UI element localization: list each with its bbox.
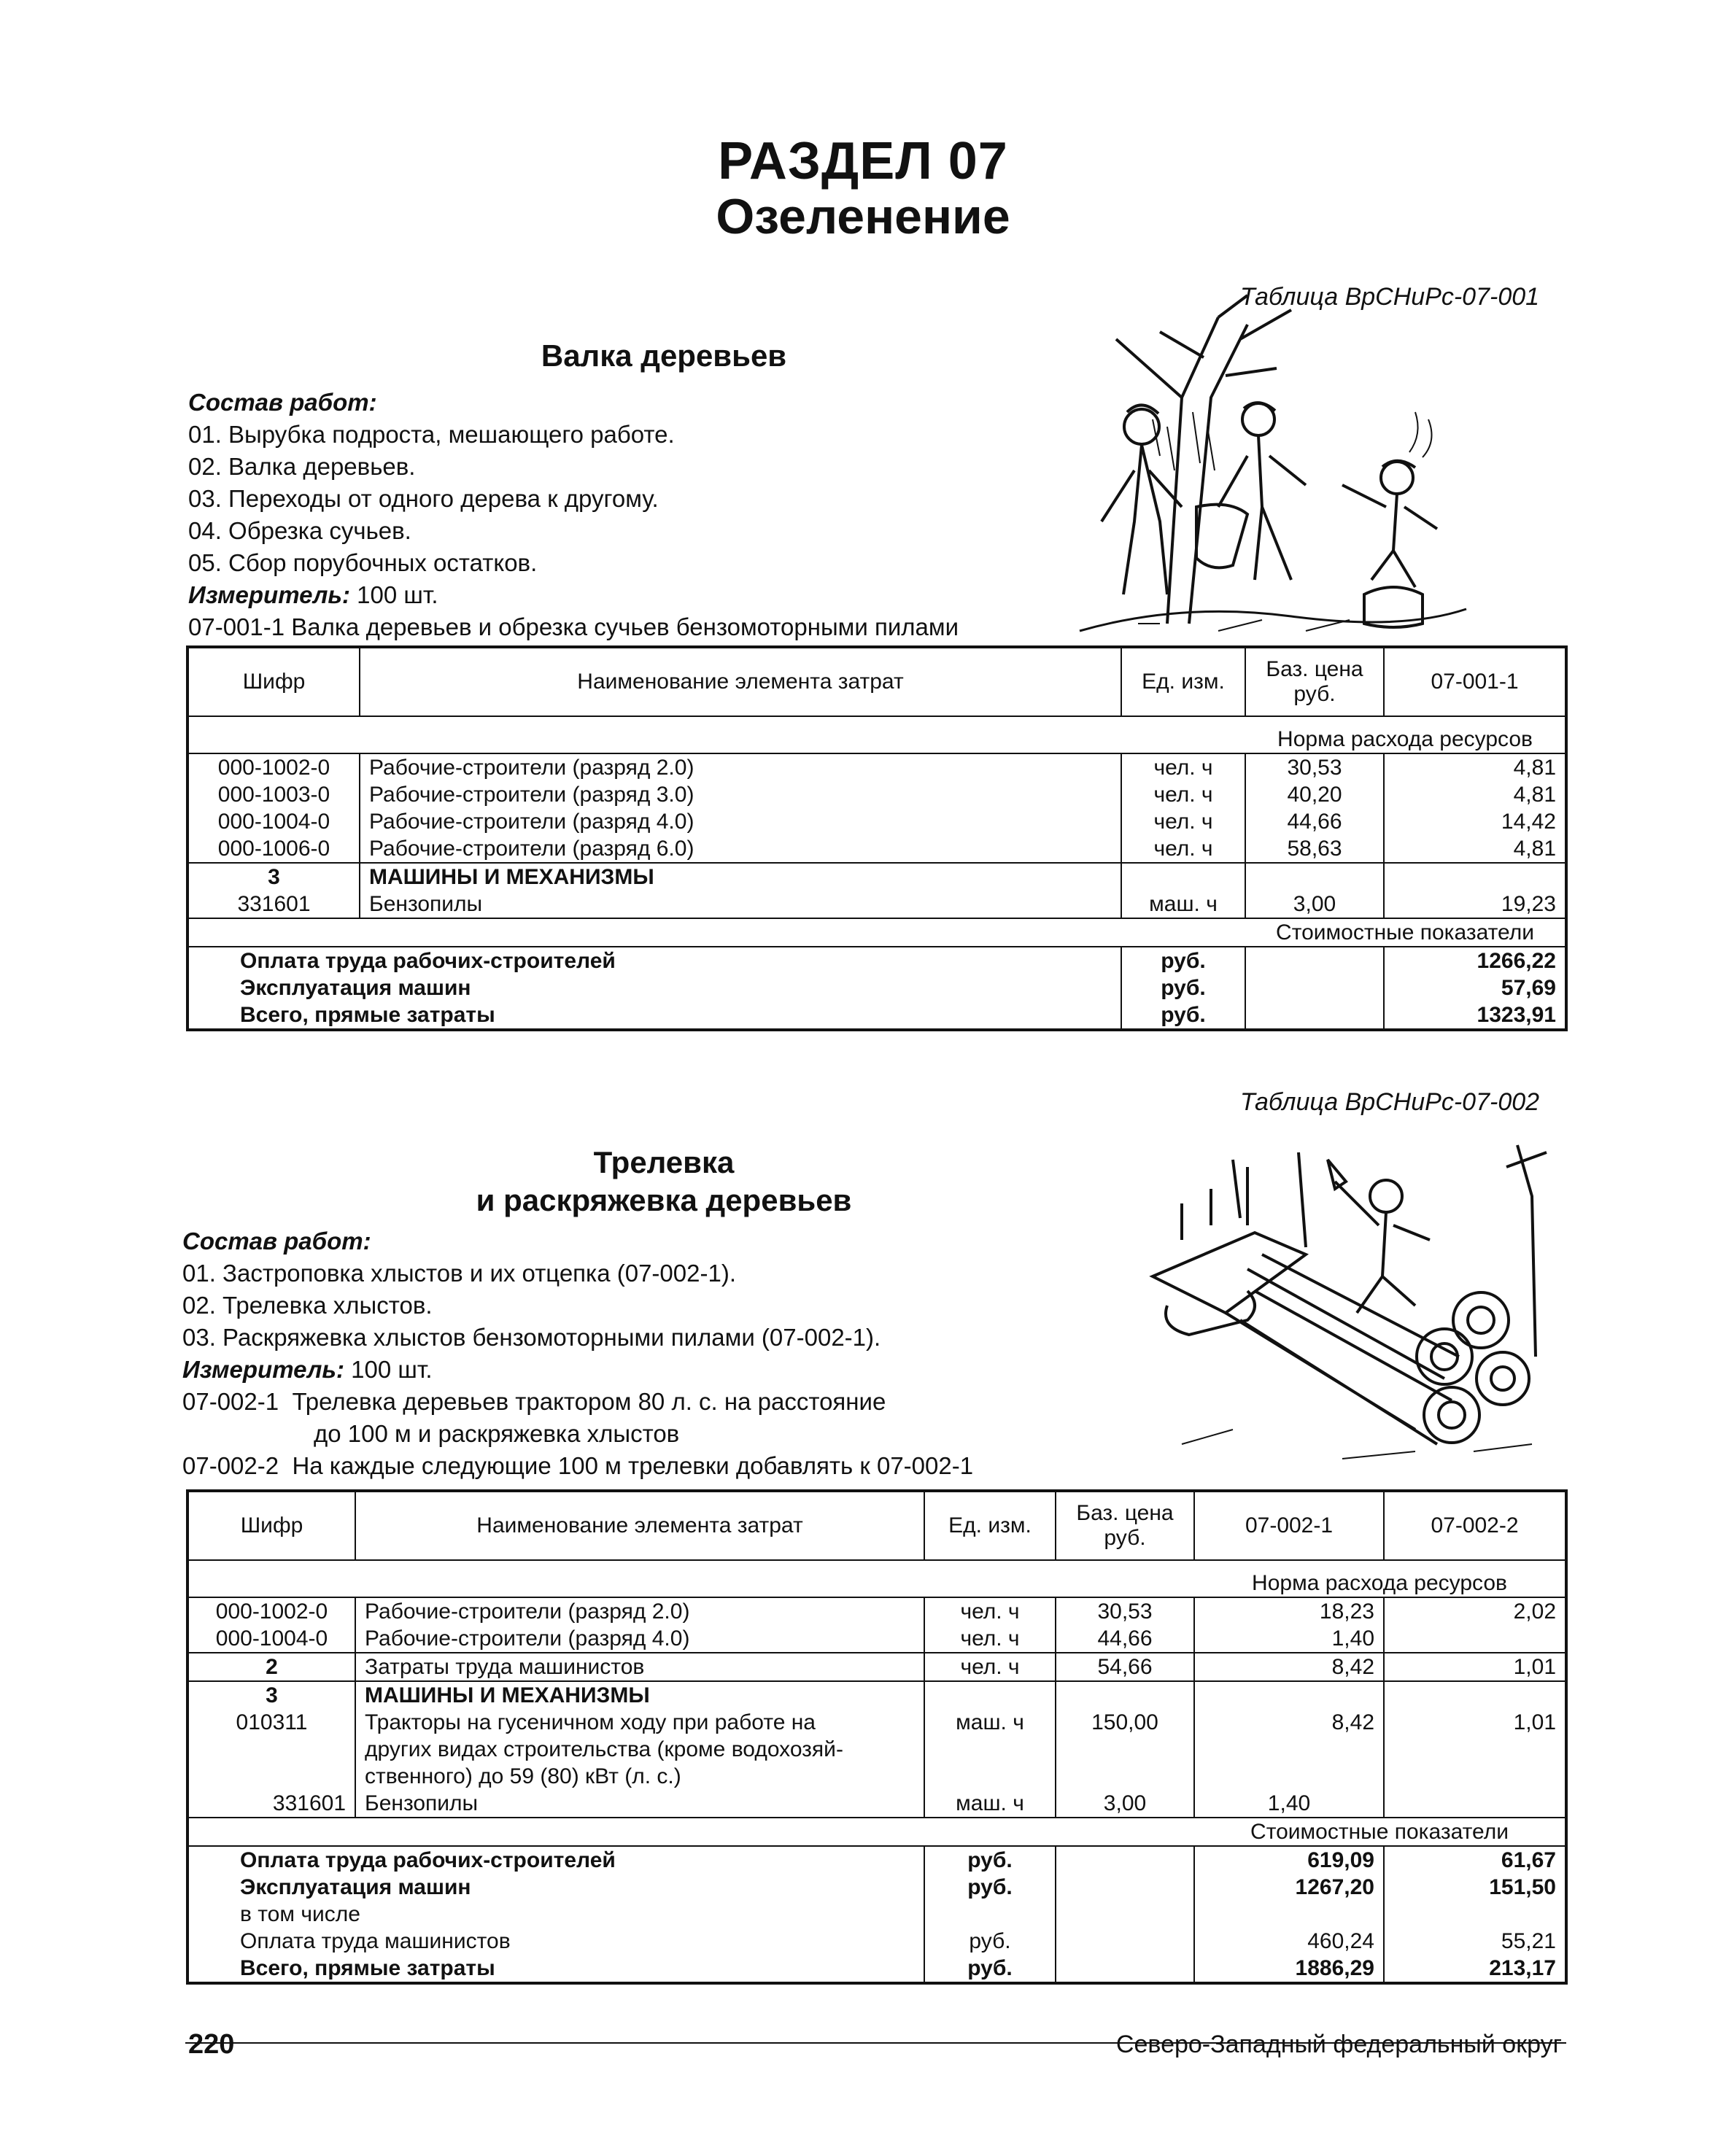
col-name-header: Наименование элемента затрат [355, 1491, 924, 1560]
col-price-header: Баз. цена руб. [1056, 1491, 1194, 1560]
cost-row: Всего, прямые затраты руб. 1323,91 [187, 1001, 1566, 1030]
work-item: 04. Обрезка сучьев. [188, 517, 411, 544]
table-row: 000-1004-0 Рабочие-строители (разряд 4.0) чел. ч 44,66 1,40 [187, 1625, 1566, 1653]
table-row: 331601 Бензопилы маш. ч 3,00 19,23 [187, 891, 1566, 918]
meter-value: 100 шт. [351, 1356, 433, 1383]
meter-label: Измеритель: [182, 1356, 344, 1383]
item-line: 07-002-1 Трелевка деревьев трактором 80 л. с. на расстояние [182, 1388, 886, 1415]
resource-table-1 [186, 645, 1568, 1031]
col-name-header: Наименование элемента затрат [360, 647, 1121, 716]
machines-group-row: 3 МАШИНЫ И МЕХАНИЗМЫ [187, 863, 1566, 891]
table-row: 010311 Тракторы на гусеничном ходу при работе на других видах строительства (кроме водохозяй- ственного) до 59 (80) кВт (л. с.) маш. ч 150,00 8,42 1,01 [187, 1709, 1566, 1790]
col-07-002-1-header: 07-002-1 [1194, 1491, 1384, 1560]
cost-row: Оплата труда машинистов руб. 460,24 55,21 [187, 1928, 1566, 1955]
table-row: 331601 Бензопилы маш. ч 3,00 1,40 [187, 1790, 1566, 1818]
works-label: Состав работ: [188, 389, 377, 416]
item-line: 07-001-1 Валка деревьев и обрезка сучьев бензомоторными пилами [188, 613, 959, 640]
tractor-illustration [1138, 1138, 1576, 1473]
work-item: 01. Вырубка подроста, мешающего работе. [188, 421, 675, 448]
work-item: 05. Сбор порубочных остатков. [188, 549, 538, 576]
table1-works [188, 387, 1282, 643]
col-unit-header: Ед. изм. [924, 1491, 1056, 1560]
section-heading: РАЗДЕЛ 07 [718, 132, 1008, 190]
table-ref-2: Таблица ВрСНиРс-07-002 [1240, 1088, 1540, 1116]
table-row: 000-1004-0 Рабочие-строители (разряд 4.0) чел. ч 44,66 14,42 [187, 808, 1566, 835]
cost-row: Эксплуатация машин руб. 57,69 [187, 974, 1566, 1001]
table-row: 000-1006-0 Рабочие-строители (разряд 6.0) чел. ч 58,63 4,81 [187, 835, 1566, 863]
table1-title: Валка деревьев [541, 338, 787, 373]
footer-region: Северо-Западный федеральный округ [1115, 2031, 1562, 2058]
cost-caption: Стоимостные показатели [1276, 920, 1534, 945]
col-price-header: Баз. цена руб. [1245, 647, 1384, 716]
cost-row: в том числе [187, 1901, 1566, 1928]
section-title: Озеленение [716, 189, 1010, 244]
meter-line [182, 1354, 1204, 1386]
resource-table-2 [186, 1489, 1568, 1985]
work-item: 02. Валка деревьев. [188, 453, 416, 480]
page-number: 220 [188, 2029, 235, 2060]
col-07-002-2-header: 07-002-2 [1384, 1491, 1566, 1560]
table2-title-line2: и раскряжевка деревьев [476, 1183, 852, 1217]
cost-row: Эксплуатация машин руб. 1267,20 151,50 [187, 1874, 1566, 1901]
work-item: 03. Раскряжевка хлыстов бензомоторными пилами (07-002-1). [182, 1324, 881, 1351]
table-row: 000-1002-0 Рабочие-строители (разряд 2.0) чел. ч 30,53 18,23 2,02 [187, 1597, 1566, 1625]
machines-group-row: 3 МАШИНЫ И МЕХАНИЗМЫ [187, 1681, 1566, 1709]
meter-label: Измеритель: [188, 581, 350, 608]
work-item: 02. Трелевка хлыстов. [182, 1292, 433, 1319]
work-item: 03. Переходы от одного дерева к другому. [188, 485, 659, 512]
col-07-001-1-header: 07-001-1 [1384, 647, 1566, 716]
norm-caption-row [187, 726, 1566, 753]
meter-value: 100 шт. [357, 581, 438, 608]
col-unit-header: Ед. изм. [1121, 647, 1245, 716]
cost-caption-row [187, 1818, 1566, 1846]
works-label: Состав работ: [182, 1228, 371, 1255]
table2-works [182, 1225, 1204, 1482]
work-item: 01. Застроповка хлыстов и их отцепка (07-002-1). [182, 1260, 736, 1287]
table-row: 000-1003-0 Рабочие-строители (разряд 3.0) чел. ч 40,20 4,81 [187, 781, 1566, 808]
table2-title-line1: Трелевка [593, 1145, 735, 1179]
table-header-row [187, 647, 1566, 716]
norm-caption: Норма расхода ресурсов [1194, 1570, 1566, 1597]
col-code-header: Шифр [187, 647, 360, 716]
item-line-cont: до 100 м и раскряжевка хлыстов [314, 1420, 680, 1447]
norm-caption-row [187, 1570, 1566, 1597]
item-line: 07-002-2 На каждые следующие 100 м трелевки добавлять к 07-002-1 [182, 1452, 974, 1479]
table-ref-1: Таблица ВрСНиРс-07-001 [1240, 283, 1540, 311]
col-code-header: Шифр [187, 1491, 355, 1560]
norm-caption: Норма расхода ресурсов [1245, 726, 1566, 753]
cost-row: Всего, прямые затраты руб. 1886,29 213,17 [187, 1955, 1566, 1983]
cost-caption: Стоимостные показатели [1250, 1820, 1509, 1844]
cost-caption-row [187, 918, 1566, 947]
table-header-row [187, 1491, 1566, 1560]
table-row: 000-1002-0 Рабочие-строители (разряд 2.0) чел. ч 30,53 4,81 [187, 753, 1566, 781]
meter-line [188, 579, 1282, 611]
cost-row: Оплата труда рабочих-строителей руб. 619,09 61,67 [187, 1846, 1566, 1874]
table-row: 2 Затраты труда машинистов чел. ч 54,66 8,42 1,01 [187, 1653, 1566, 1681]
cost-row: Оплата труда рабочих-строителей руб. 1266,22 [187, 947, 1566, 974]
